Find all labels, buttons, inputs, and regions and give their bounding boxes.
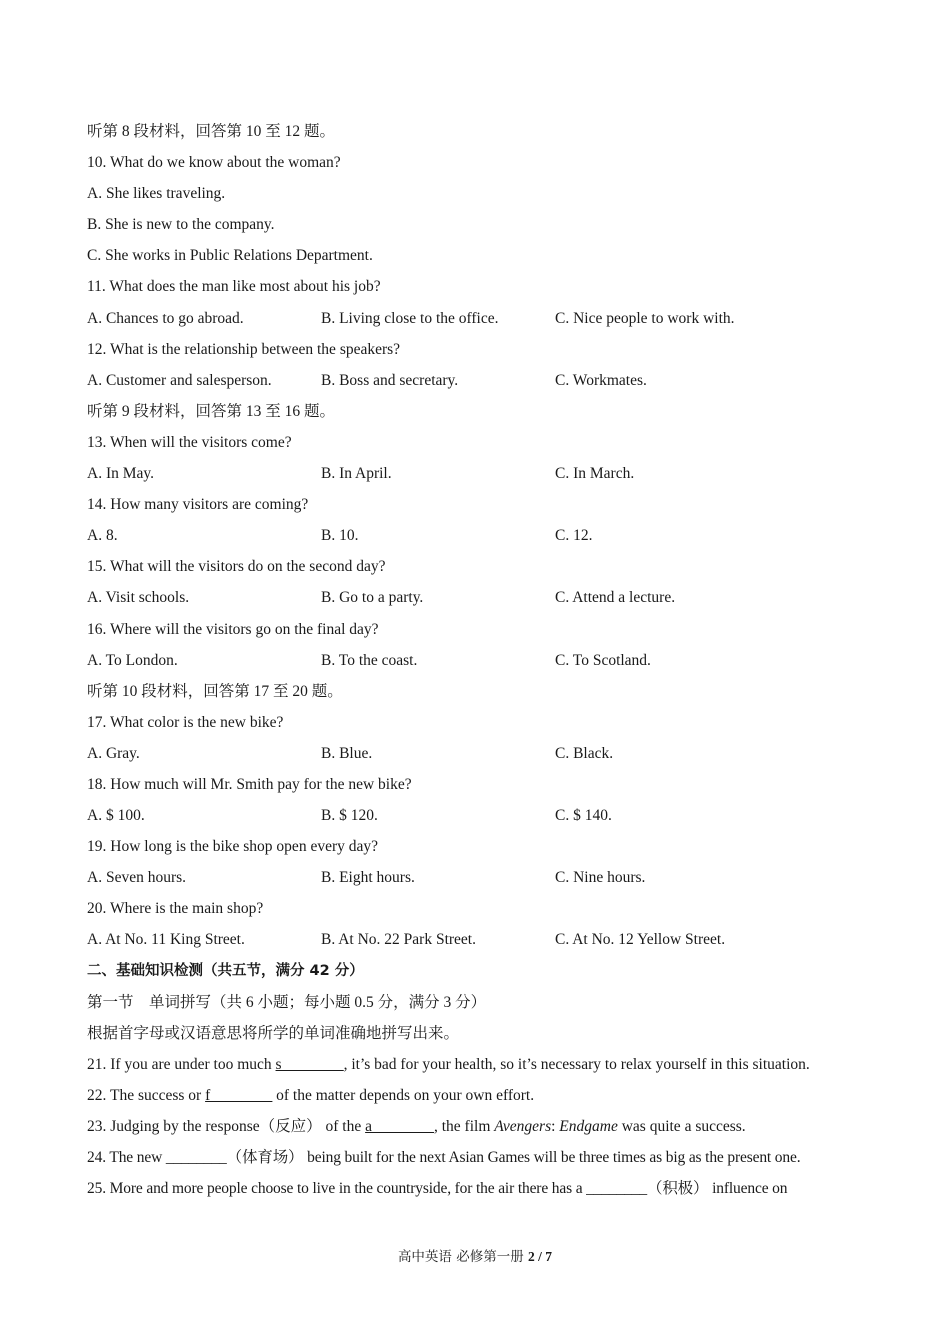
- film-title-part2: Endgame: [559, 1118, 618, 1135]
- q19-options: [87, 862, 877, 893]
- q16-option-a: A. To London.: [87, 651, 178, 669]
- q16-option-c: C. To Scotland.: [555, 651, 651, 669]
- q12-options: [87, 365, 877, 396]
- q15-options: [87, 582, 877, 613]
- question-13-stem: 13. When will the visitors come?: [87, 433, 292, 451]
- q14-option-c: C. 12.: [555, 527, 593, 545]
- q18-option-b: B. $ 120.: [321, 807, 378, 825]
- q19-option-a: A. Seven hours.: [87, 869, 187, 887]
- question-24: 24. The new ________（体育场） being built for the next Asian Games will be three times as big as the present one.: [87, 1149, 801, 1167]
- q10-option-a: A. She likes traveling.: [87, 185, 226, 203]
- question-10-stem: 10. What do we know about the woman?: [87, 154, 341, 172]
- question-21: 21. If you are under too much s________, it’s bad for your health, so it’s necessary to relax yourself in this situation.: [87, 1055, 810, 1073]
- q12-option-b: B. Boss and secretary.: [321, 371, 459, 389]
- q17-options: [87, 738, 877, 769]
- part2-section1-title: 第一节 单词拼写（共 6 小题；每小题 0.5 分，满分 3 分）: [87, 993, 487, 1011]
- q13-option-c: C. In March.: [555, 465, 635, 483]
- q13-option-b: B. In April.: [321, 465, 392, 483]
- q11-option-c: C. Nice people to work with.: [555, 309, 735, 327]
- question-14-stem: 14. How many visitors are coming?: [87, 496, 309, 514]
- question-12-stem: 12. What is the relationship between the speakers?: [87, 340, 401, 358]
- question-16-stem: 16. Where will the visitors go on the final day?: [87, 620, 379, 638]
- q13-option-a: A. In May.: [87, 465, 155, 483]
- part2-heading: 二、基础知识检测（共五节，满分 42 分）: [87, 962, 364, 979]
- section-heading-9: 听第 9 段材料，回答第 13 至 16 题。: [87, 402, 336, 420]
- question-23: 23. Judging by the response（反应） of the a________, the film Avengers: Endgame was quite a success.: [87, 1118, 746, 1135]
- part2-instruction: 根据首字母或汉语意思将所学的单词准确地拼写出来。: [87, 1024, 460, 1042]
- document-page: [87, 116, 877, 1204]
- q21-blank: s________: [275, 1055, 344, 1073]
- question-25: 25. More and more people choose to live in the countryside, for the air there has a ________（积极） influence on: [87, 1180, 788, 1198]
- q18-option-c: C. $ 140.: [555, 807, 612, 825]
- page-footer: [0, 1245, 950, 1265]
- page-number: 2 / 7: [528, 1249, 553, 1264]
- q14-option-b: B. 10.: [321, 527, 359, 545]
- q17-option-c: C. Black.: [555, 744, 614, 762]
- question-18-stem: 18. How much will Mr. Smith pay for the new bike?: [87, 775, 412, 793]
- q22-blank: f________: [205, 1086, 273, 1104]
- q17-option-b: B. Blue.: [321, 744, 373, 762]
- q14-option-a: A. 8.: [87, 527, 118, 545]
- film-title-part1: Avengers: [494, 1118, 552, 1135]
- q14-options: [87, 520, 877, 551]
- q19-option-c: C. Nine hours.: [555, 869, 646, 887]
- q18-options: [87, 800, 877, 831]
- q23-blank: a________: [365, 1118, 434, 1135]
- q10-option-b: B. She is new to the company.: [87, 216, 275, 234]
- q16-options: [87, 645, 877, 676]
- question-17-stem: 17. What color is the new bike?: [87, 713, 284, 731]
- question-15-stem: 15. What will the visitors do on the second day?: [87, 558, 386, 576]
- section-heading-8: 听第 8 段材料，回答第 10 至 12 题。: [87, 123, 336, 140]
- question-11-stem: 11. What does the man like most about his job?: [87, 278, 381, 296]
- q12-option-a: A. Customer and salesperson.: [87, 371, 272, 389]
- q25-blank: ________: [586, 1180, 647, 1198]
- q17-option-a: A. Gray.: [87, 744, 140, 762]
- q15-option-b: B. Go to a party.: [321, 589, 424, 607]
- q15-option-a: A. Visit schools.: [87, 589, 190, 607]
- q18-option-a: A. $ 100.: [87, 807, 145, 825]
- section-heading-10: 听第 10 段材料，回答第 17 至 20 题。: [87, 682, 343, 700]
- q16-option-b: B. To the coast.: [321, 651, 418, 669]
- q20-options: [87, 924, 877, 955]
- question-20-stem: 20. Where is the main shop?: [87, 900, 264, 918]
- q12-option-c: C. Workmates.: [555, 371, 647, 389]
- q11-option-b: B. Living close to the office.: [321, 309, 499, 327]
- q10-option-c: C. She works in Public Relations Department.: [87, 247, 373, 265]
- question-19-stem: 19. How long is the bike shop open every day?: [87, 838, 378, 856]
- q15-option-c: C. Attend a lecture.: [555, 589, 676, 607]
- question-22: 22. The success or f________ of the matter depends on your own effort.: [87, 1086, 535, 1104]
- q11-option-a: A. Chances to go abroad.: [87, 309, 244, 327]
- footer-label: 高中英语 必修第一册: [397, 1249, 529, 1265]
- q20-option-c: C. At No. 12 Yellow Street.: [555, 931, 726, 949]
- q19-option-b: B. Eight hours.: [321, 869, 415, 887]
- q24-blank: ________: [165, 1149, 227, 1167]
- q20-option-b: B. At No. 22 Park Street.: [321, 931, 476, 949]
- q11-options: [87, 303, 877, 334]
- q13-options: [87, 458, 877, 489]
- q20-option-a: A. At No. 11 King Street.: [87, 931, 245, 949]
